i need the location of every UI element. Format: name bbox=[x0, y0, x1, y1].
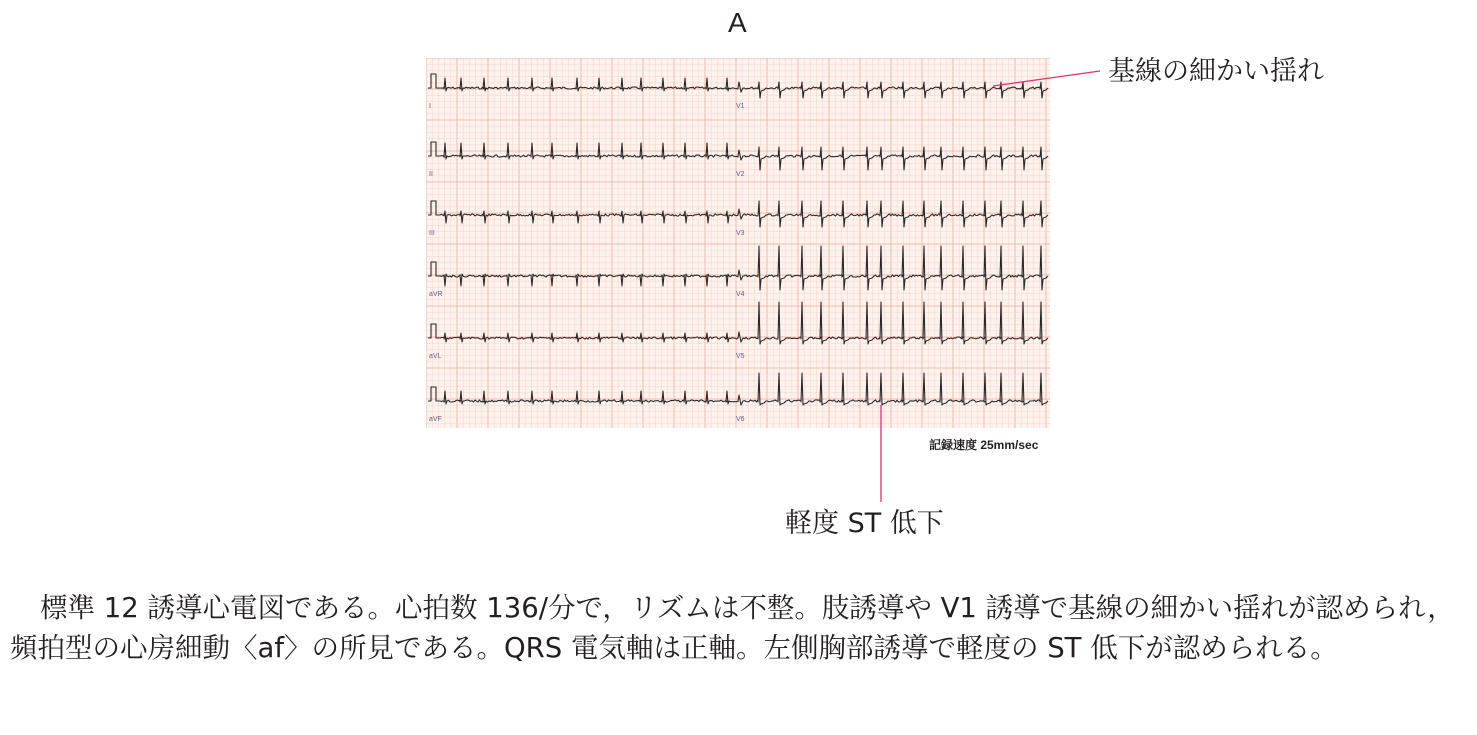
annotation-baseline-fluctuation: 基線の細かい揺れ bbox=[1108, 56, 1324, 87]
lead-label-II: II bbox=[429, 171, 433, 178]
ecg-strip bbox=[426, 58, 1050, 428]
lead-label-V5: V5 bbox=[736, 353, 745, 360]
figure-caption: 標準 12 誘導心電図である。心拍数 136/分で，リズムは不整。肢誘導や V1 誘導で基線の細かい揺れが認められ，頻拍型の心房細動〈af〉の所見である。QRS 電気軸は正軸。左側胸部誘導で軽度の ST 低下が認められる。 bbox=[10, 592, 1455, 664]
lead-label-V2: V2 bbox=[736, 171, 745, 178]
lead-label-V6: V6 bbox=[736, 416, 745, 423]
lead-label-aVF: aVF bbox=[429, 416, 442, 423]
panel-label: A bbox=[728, 7, 747, 38]
lead-label-aVR: aVR bbox=[429, 291, 443, 298]
lead-label-III: III bbox=[429, 230, 435, 237]
recording-speed-note: 記録速度 25mm/sec bbox=[929, 438, 1039, 452]
annotation-mild-st-depression: 軽度 ST 低下 bbox=[785, 508, 944, 539]
ecg-chart bbox=[426, 58, 1050, 428]
lead-label-V4: V4 bbox=[736, 291, 745, 298]
ecg-paper bbox=[426, 58, 1050, 428]
lead-label-I: I bbox=[429, 103, 431, 110]
lead-label-V3: V3 bbox=[736, 230, 745, 237]
lead-label-aVL: aVL bbox=[429, 353, 442, 360]
lead-label-V1: V1 bbox=[736, 103, 745, 110]
